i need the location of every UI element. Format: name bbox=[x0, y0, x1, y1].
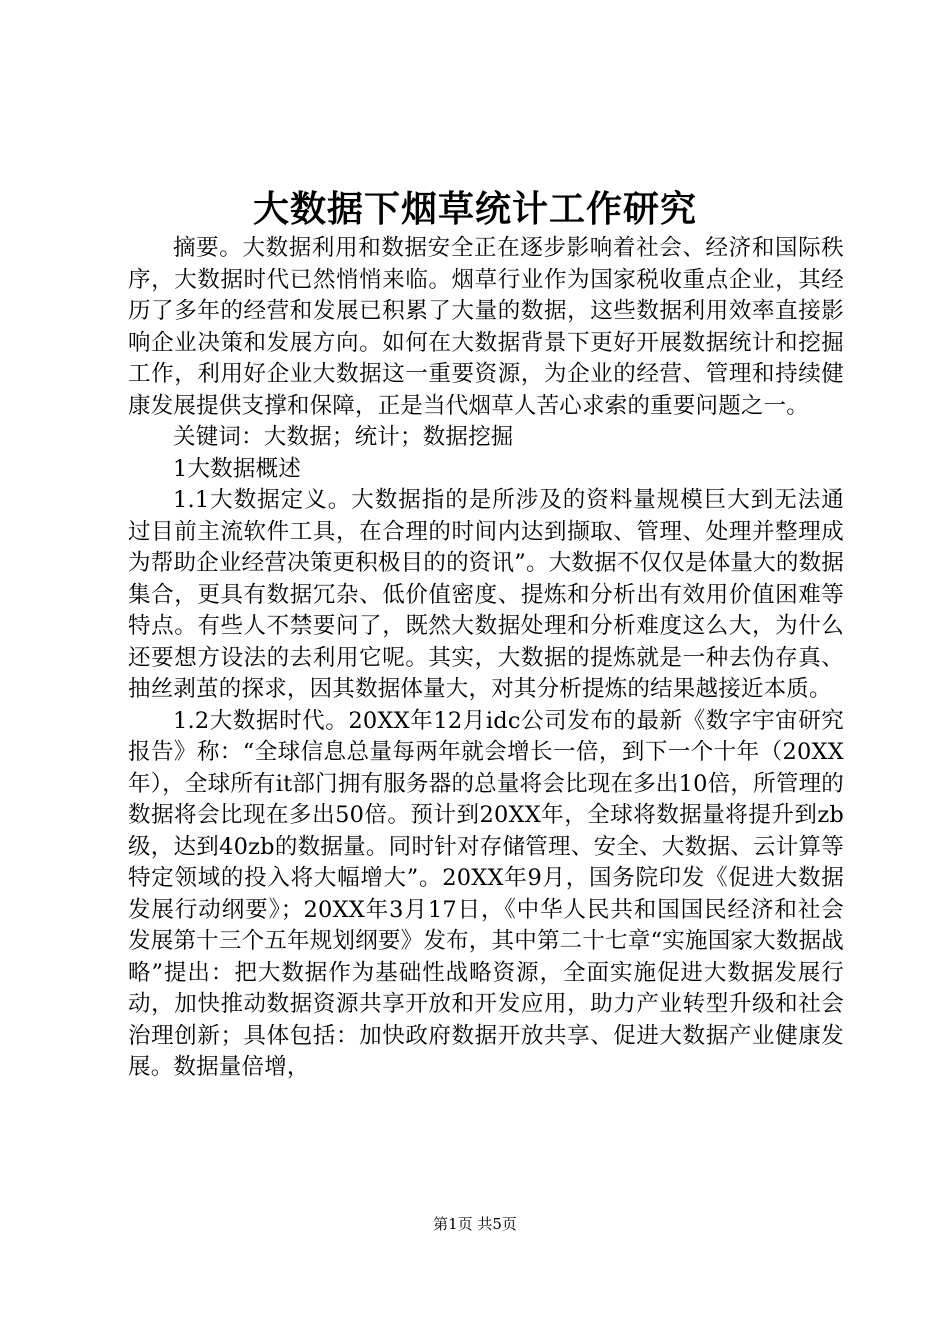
abstract-paragraph: 摘要。大数据利用和数据安全正在逐步影响着社会、经济和国际秩序，大数据时代已然悄悄来临。烟草行业作为国家税收重点企业，其经历了多年的经营和发展已积累了大量的数据，这些数据利用效率直接影响企业决策和发展方向。如何在大数据背景下更好开展数据统计和挖掘工作，利用好企业大数据这一重要资源，为企业的经营、管理和持续健康发展提供支撑和保障，正是当代烟草人苦心求索的重要问题之一。 bbox=[128, 235, 844, 419]
paragraph-1-1: 1.1大数据定义。大数据指的是所涉及的资料量规模巨大到无法通过目前主流软件工具，在合理的时间内达到撷取、管理、处理并整理成为帮助企业经营决策更积极目的的资讯”。大数据不仅仅是体量大的数据集合，更具有数据冗杂、低价值密度、提炼和分析出有效用价值困难等特点。有些人不禁要问了，既然大数据处理和分析难度这么大，为什么还要想方设法的去利用它呢。其实，大数据的提炼就是一种去伪存真、抽丝剥茧的探求，因其数据体量大，对其分析提炼的结果越接近本质。 bbox=[128, 487, 844, 702]
keywords-line: 关键词：大数据；统计；数据挖掘 bbox=[173, 424, 514, 450]
document-body bbox=[128, 233, 844, 1084]
page-footer: 第1页 共5页 bbox=[433, 1215, 517, 1233]
section-heading-1: 1大数据概述 bbox=[173, 455, 302, 482]
paragraph-1-2: 1.2大数据时代。20XX年12月idc公司发布的最新《数字宇宙研究报告》称：“全球信息总量每两年就会增长一倍，到下一个十年（20XX年），全球所有it部门拥有服务器的总量将会比现在多出10倍，所管理的数据将会比现在多出50倍。预计到20XX年，全球将数据量将提升到zb级，达到40zb的数据量。同时针对存储管理、安全、大数据、云计算等特定领域的投入将大幅增大”。20XX年9月，国务院印发《促进大数据发展行动纲要》；20XX年3月17日，《中华人民共和国国民经济和社会发展第十三个五年规划纲要》发布，其中第二十七章“实施国家大数据战略”提出：把大数据作为基础性战略资源，全面实施促进大数据发展行动，加快推动数据资源共享开放和开发应用，助力产业转型升级和社会治理创新；具体包括：加快政府数据开放共享、促进大数据产业健康发展。数据量倍增， bbox=[128, 707, 844, 1080]
document-title: 大数据下烟草统计工作研究 bbox=[252, 188, 697, 230]
